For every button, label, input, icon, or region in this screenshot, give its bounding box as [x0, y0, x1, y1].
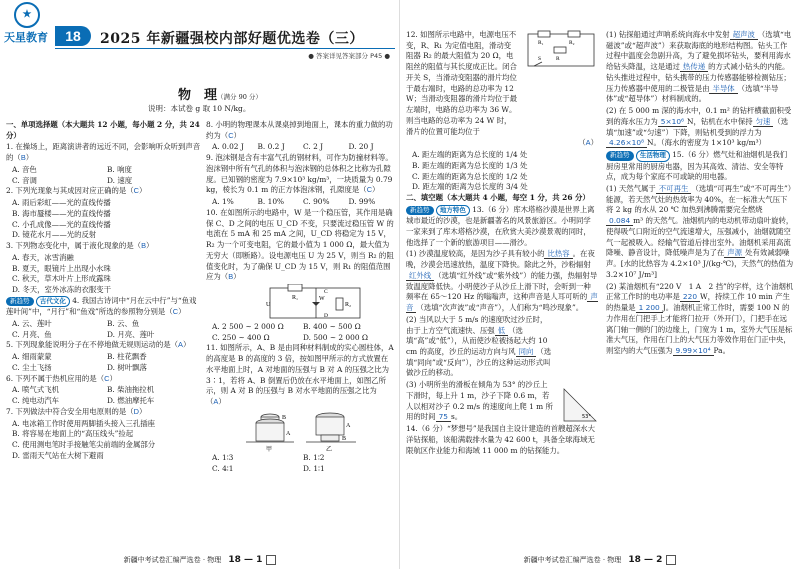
- exam-note: 说明：本试卷 g 取 10 N/kg。: [148, 104, 251, 113]
- section-title-2: 二、填空题（本大题共 4 小题，每空 1 分，共 26 分）: [406, 193, 590, 203]
- label-a-2: A: [346, 422, 351, 429]
- label-s-q12: S: [538, 56, 542, 62]
- label-w: W: [319, 296, 325, 303]
- section-title: 一、单项选择题（本大题共 12 小题，每小题 2 分，共 24 分）: [6, 120, 200, 140]
- document-title: 2025 年新疆强校内部好题优选卷（三）: [100, 31, 364, 47]
- topic-tag: 古代文化: [36, 296, 70, 307]
- question-13: 新趋势 地方特色 13.（6 分）库木塔格沙漠是世界上离城市最近的沙漠，也是新疆著名的风景旅游区。小明同学一家来到了库木塔格沙漠，在欣赏大美沙漠景观的同时，他选择了一个新的旅游项目——滑沙。 (1) 沙漠温度较高，是因为沙子具有较小的 比热容 。在夜晚，沙漠会迅速放热，温度下降快。除此之外，沙粉辐射红外线 （选填“红外线”或“紫外线”）的能力强，热辐射导致温度降低快。小明使沙子从沙丘上滑下时，会听到一种频率在 65～120 Hz 的嗡嗡声，这种声音是人耳可听的 声音 （选填“次声波”或“声音”），人们称为“鸣沙现象”。 (2) 当风以大于 5 m/s 的速度吹过沙丘时，由于上方空气流速快、压强 低 （选填“高”或“低”），从而使沙粒被扬起大约 10 cm 的高度，沙丘的运动方向与风 同向 （选填“同向”或“反向”），沙丘的这种运动形式叫做沙丘的移动。 (3) 小明所坐的滑板在倾角为 53° 的沙丘上下滑时，每上升 1 m，沙子下降 0.6 m，若人以相对沙子 0.2 m/s 的速度向上爬 1 m 所用的时间 75 s。 53°: [406, 204, 598, 422]
- logo-text: 天星教育: [4, 31, 48, 44]
- qr-icon-right: [666, 555, 676, 565]
- question-10: 10. 在如图所示的电路中，W 是一个稳压管，其作用是确保 C、D 之间的电压 U_CD 不变，只要流过稳压管 W 的电流在 5 mA 和 25 mA 之间，U_CD 将稳定为 15 V，R₂ 为一个可变电阻，它的最小值为 1 000 Ω，最大值为无穷大（即断路）。设电源电压 U 为 25 V，则当 R₂ 的阻值变化时，为了确保 U_CD 为 15 V，则 R₁ 的阻值范围应为（B） R₁ W R₂ C D U A. 2 500 ~ 2 000 Ω B. 400 ~ 500 Ω C. 250 ~ 400 Ω D. 500 ~ 2 000 Ω: [206, 207, 394, 342]
- question-14-start: 14.（6 分）“梦想号”是我国自主设计建造的首艘超深水大洋钻探船，该船满载排水量为 42 600 t，具备全球海域无限航区作业能力和海域 11 000 m 的钻探能力。: [406, 424, 595, 455]
- question-14: (1) 钻探船通过声呐系统向海水中发射 超声波 （选填“电磁波”或“超声波”）来获取海底的地形结构图。钻头工作过程中温度会急剧升高，为了避免损坏钻头，要利用海水给钻头降温，这是通过 热传递 的方式减小钻头的内能。钻头推进过程中，钻头携带的压力传感器能够检测钻压；压力传感器中使用的二极管是由 半导体 （选填“半导体”或“超导体”）材料制成的。 (2) 在 5 000 m 深的海水中，0.1 m² 的钻杆横截面积受到的海水压力为 5×10⁶ N，钻机在水中保持 匀速 （选填“加速”或“匀速”）下降，则钻机受到的浮力为4.26×10⁸ N。（海水的密度为 1×10³ kg/m³）: [606, 30, 792, 148]
- question-7: 7. 下列做法中符合安全用电原则的是（D） A. 电冰箱工作时使用两脚插头接入三孔插座 B. 将容易在地面上的“高压线头”捡起 C. 使用测电笔时手接触笔尖前端的金属部分 D. 雷雨天气站在大树下避雨: [6, 406, 156, 460]
- answer-reference: ● 答案详见答案部分 P45 ●: [308, 52, 390, 60]
- left-column-1: [6, 120, 202, 461]
- question-15: 新趋势 生活物理 15.（6 分）燃气灶和油烟机是我们厨房里常用的厨房电器，因为其高效、清洁、安全等特点，成为每个家庭不可或缺的用电器。 (1) 天然气属于 不可再生 （选填“可再生”或“不可再生”）能源，若天然气灶的热效率为 40%，在一标准大气压下将 2 kg 的水从 20 ℃ 加热到沸腾需要完全燃烧0.084 m³ 的天然气。油烟机内的电动机带动扇叶旋转，使得吸气口附近的空气流速增大，压强减小，油烟就随空气一起被吸入。经输气管道后排出室外。油烟机采用高流降噪、静音设计，降低噪声是为了在 声源 处有效减弱噪声。[水的比热容为 4.2×10³ J/(kg·℃)，天然气的热值为 3.2×10⁷ J/m³] (2) 某油烟机有“220 V 1 A 2 挡”的字样，这个油烟机正常工作时的电功率是 220 W，持续工作 10 min 产生的热量是 1 200 J。油烟机正常工作时，需要 100 N 的力作用在门把手上才能将门拉开（外开门），门把手在远离门轴一侧的门的边缘上，门宽为 1 m，室外大气压是标准大气压，作用在门上的大气压力等效作用在门正中央，则室内的大气压强为 9.99×10⁴ Pa。: [606, 150, 794, 355]
- page-footer-right: 新疆中考试卷汇编严选卷 · 物理 18 — 2: [400, 555, 800, 565]
- qr-icon: [266, 555, 276, 565]
- question-6: 6. 下列不属于热机应用的是（C） A. 喷气式飞机 B. 柴油拖拉机 C. 纯电动汽车 D. 燃油摩托车: [6, 373, 155, 406]
- question-4: 新趋势 古代文化 4. 我国古诗词中“月在云中行”与“鱼戏莲叶间”中，“月行”和“鱼戏”所选的参照物分别是（C） A. 云、莲叶 B. 云、鱼 C. 月亮、鱼 D. 月亮、莲叶: [6, 295, 197, 339]
- volume-number: 18: [55, 26, 91, 46]
- cylinder-figure: [246, 409, 366, 453]
- label-r2: R₂: [345, 302, 352, 309]
- label-jia: 甲: [266, 445, 273, 453]
- question-8: 8. 小明的物理课本从课桌掉到地面上，课本的重力做的功约为（C） A. 0.02 J B. 0.2 J C. 2 J D. 20 J: [206, 120, 393, 152]
- question-12: 12. 如图所示电路中，电源电压不变，R、R₁ 为定值电阻，滑动变阻器 R₂ 的最大阻值为 20 Ω，电阻丝的阻值与其长度成正比。闭合开关 S，当滑动变阻器的滑片均位于最右端时，电路的总功率为 12 W；当滑动变阻器的滑片均位于最左端时，电路的总功率为 36 W。则当电路的总功率为 24 W 时，滑片的位置可能均位于 R₁ R₂ R S （A） A. 距左端的距离为总长度的 1/4 处 B. 距左端的距离为总长度的 1/3 处 C. 距左端的距离为总长度的 1/2 处 D. 距左端的距离为总长度的 3/4 处: [406, 30, 598, 192]
- right-column-1: [406, 30, 598, 457]
- subject-title: 物 理（满分 90 分）: [178, 88, 262, 103]
- right-column-2: [606, 30, 794, 358]
- logo-icon: ★: [14, 2, 40, 28]
- label-d: D: [324, 313, 328, 320]
- left-column-2: [206, 120, 394, 474]
- header-divider: [55, 48, 395, 49]
- label-yi: 乙: [326, 445, 333, 453]
- brand-logo: [4, 2, 52, 48]
- page-header: [0, 9, 400, 60]
- page-footer: 新疆中考试卷汇编严选卷 · 物理 18 — 1: [0, 555, 400, 565]
- label-r2-q12: R₂: [569, 40, 575, 46]
- slope-diagram: [558, 387, 598, 423]
- label-b-2: B: [342, 435, 347, 442]
- label-c: C: [324, 289, 328, 296]
- label-a: A: [286, 430, 291, 437]
- label-r1-q12: R₁: [538, 40, 544, 46]
- question-11: 11. 如图所示，A、B 是由同种材料制成的实心圆柱体，A 的高度是 B 的高度的 3 倍，按如图甲所示的方式放置在水平地面上时，A 对地面的压强与 B 对 A 的压强之比为 3∶1，若将 A、B 倒置后仍放在水平地面上，如图乙所示，则 A 对 B 的压强与 B 对水平地面的压强之比为（A） B A 甲 A B 乙 A. 1∶3 B. 1∶2 C. 4∶1 D. 1∶1: [206, 343, 394, 473]
- label-u: U: [266, 302, 271, 309]
- trend-tag: 新趋势: [6, 297, 34, 306]
- question-1: 1. 在操场上，距离演讲者的远近不同，会影响听众听到声音的（B） A. 音色 B. 响度 C. 音调 D. 速度: [6, 142, 201, 185]
- label-b: B: [282, 414, 287, 421]
- label-r-q12: R: [556, 56, 560, 62]
- circuit-diagram-12: [524, 30, 598, 70]
- question-2: 2. 下列光现象与其成因对应正确的是（C） A. 雨后彩虹——光的直线传播 B. 海市蜃楼——光的直线传播 C. 小孔成像——光的直线传播 D. 镜花水月——光的反射: [6, 186, 147, 240]
- right-page: [400, 0, 800, 569]
- angle-label: 53°: [582, 414, 591, 421]
- question-3: 3. 下列物态变化中，属于液化现象的是（B） A. 春天，冰雪消融 B. 夏天，眼镜片上出现小水珠 C. 秋天，草木叶片上形成露珠 D. 冬天，室外冰冻的衣服变干: [6, 241, 154, 295]
- question-9: 9. 泡沫钢是含有丰富气孔的钢材料，可作为防撞材料等。泡沫钢中所有气孔的体积与泡沫钢的总体积之比称为孔隙度。已知钢的密度为 7.9×10³ kg/m³，一块质量为 0.79 kg，棱长为 0.1 m 的正方体泡沫钢，孔隙度是（C） A. 1% B. 10% C. 90% D. 99%: [206, 153, 393, 207]
- circuit-diagram-10: [266, 284, 366, 322]
- label-r1: R₁: [292, 295, 299, 302]
- question-5: 5. 下列现象能说明分子在不停地做无规则运动的是（A） A. 细雨蒙蒙 B. 柱花飘香 C. 尘土飞扬 D. 树叶飘落: [6, 340, 191, 372]
